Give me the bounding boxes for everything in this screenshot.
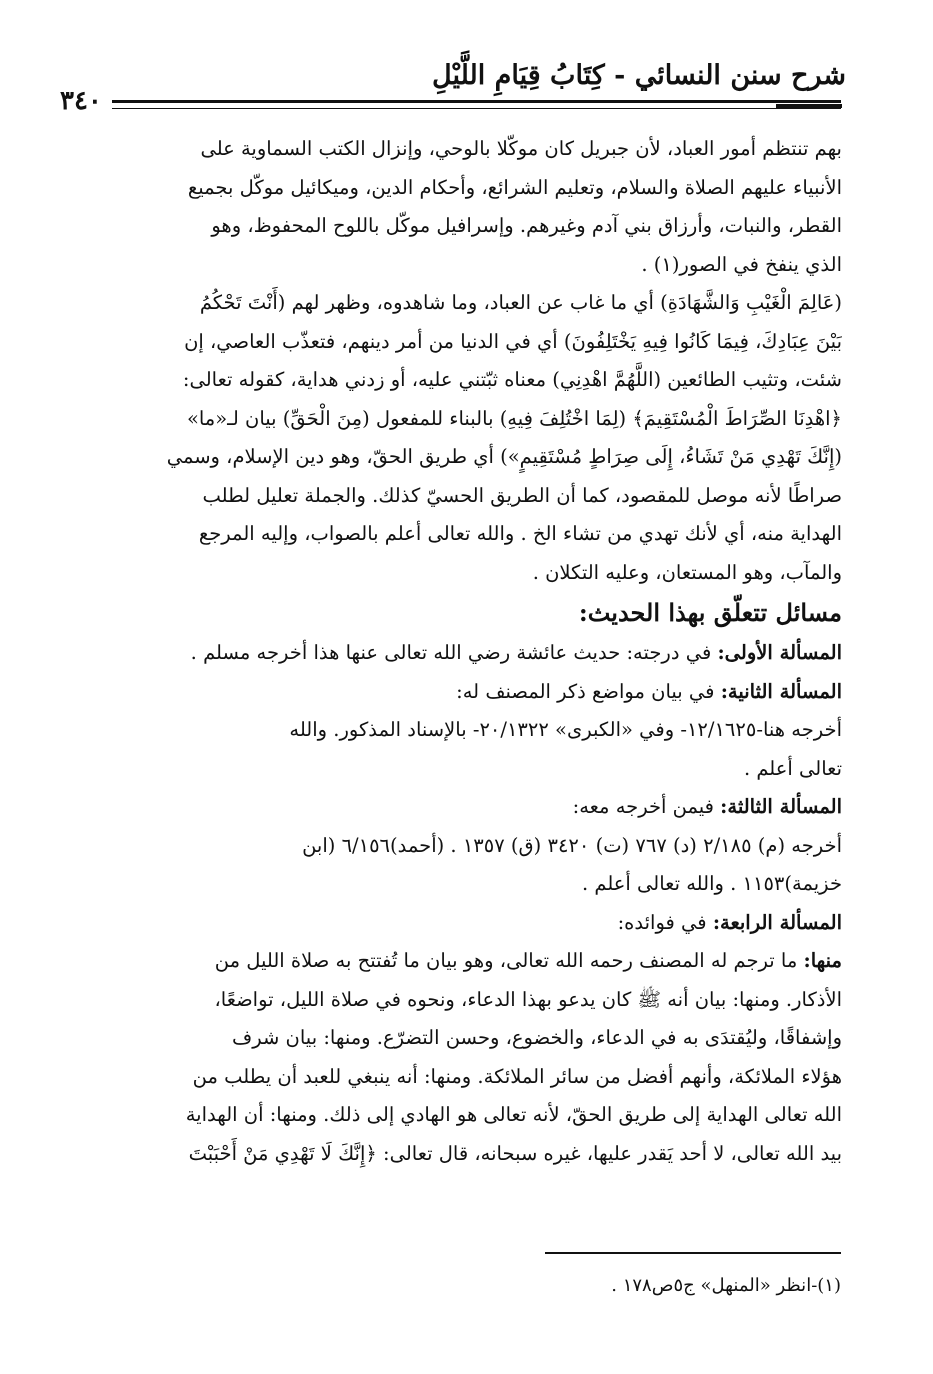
footnote-rule (545, 1252, 841, 1254)
running-title: شرح سنن النسائي - كِتَابُ قِيَامِ اللَّيْلِ (432, 60, 846, 91)
issue-1 (64, 634, 842, 673)
text-line: أخرجه هنا-١٢/١٦٢٥- وفي «الكبرى» ٢٠/١٣٢٢- بالإسناد المذكور. والله (289, 718, 842, 741)
text-line: والمآب، وهو المستعان، وعليه التكلان . (532, 560, 842, 584)
issue-label: المسألة الرابعة: (712, 910, 842, 934)
text-line: (عَالِمَ الْغَيْبِ وَالشَّهَادَةِ) أي ما غاب عن العباد، وما شاهدوه، وظهر لهم (أَنْتَ تَحْكُمُ (199, 291, 842, 314)
issue-3 (64, 788, 842, 827)
benefit-text: ما ترجم له المصنف رحمه الله تعالى، وهو بيان ما تُفتتح به صلاة الليل من (214, 949, 804, 972)
issue-text: في فوائده: (617, 910, 713, 934)
page-number: ٣٤٠ (60, 86, 102, 116)
page-number-rule (776, 104, 842, 108)
issue-text: في بيان مواضع ذكر المصنف له: (456, 679, 721, 703)
benefit-line (64, 942, 842, 981)
issue-text: فيمن أخرجه معه: (572, 795, 721, 818)
text-line: صراطًا لأنه موصل للمقصود، كما أن الطريق الحسيّ كذلك. والجملة تعليل لطلب (202, 483, 842, 507)
text-line: بَيْنَ عِبَادِكَ، فِيمَا كَانُوا فِيهِ يَخْتَلِفُونَ) أي في الدنيا من أمر دينهم، فتعذّب العاصي، إن (184, 329, 842, 353)
text-line: (إِنَّكَ تَهْدِي مَنْ تَشَاءُ، إِلَى صِرَاطٍ مُسْتَقِيمٍ») أي طريق الحقّ، وهو دين الإسلام، وسمي (166, 445, 842, 468)
issue-4 (64, 904, 842, 943)
text-line: الأنبياء عليهم الصلاة والسلام، وتعليم الشرائع، وأحكام الدين، وميكائيل موكّل بجميع (187, 175, 842, 199)
benefit-lead: منها: (803, 949, 842, 972)
issue-label: المسألة الأولى: (717, 641, 842, 664)
text-line: الذي ينفخ في الصور(١) . (641, 252, 842, 276)
issue-label: المسألة الثانية: (720, 679, 842, 703)
benefit-line: الله تعالى الهداية إلى طريق الحقّ، لأنه تعالى هو الهادي إلى ذلك. ومنها: أن الهداية (185, 1103, 842, 1126)
header-rule-thick (112, 100, 841, 103)
text-line: خزيمة)١١٥٣ . والله تعالى أعلم . (581, 872, 842, 895)
benefit-line: الأذكار. ومنها: بيان أنه ﷺ كان يدعو بهذا الدعاء، ونحوه في صلاة الليل، تواضعًا، (214, 987, 842, 1011)
text-line: شئت، وتثيب الطائعين (اللَّهُمَّ اهْدِنِي) معناه ثبّتني عليه، أو زدني هداية، كقوله تعالى: (182, 368, 842, 391)
text-line: أخرجه (م) ٢/١٨٥ (د) ٧٦٧ (ت) ٣٤٢٠ (ق) ١٣٥٧ . (أحمد)٦/١٥٦ (ابن (302, 833, 842, 857)
text-line: تعالى أعلم . (743, 756, 842, 780)
issue-text: في درجته: حديث عائشة رضي الله تعالى عنها هذا أخرجه مسلم . (190, 641, 718, 664)
header-rule-thin (112, 108, 841, 109)
issue-2 (64, 673, 842, 712)
benefit-line: وإشفاقًا، وليُقتدَى به في الدعاء، والخضوع، وحسن التضرّع. ومنها: بيان شرف (232, 1026, 842, 1049)
text-line: ﴿اهْدِنَا الصِّرَاطَ الْمُسْتَقِيمَ﴾ (لِمَا اخْتُلِفَ فِيهِ) بالبناء للمفعول (مِنَ الْحَقِّ) بيان لـ«ما» (186, 406, 842, 430)
footnote: (١)-انظر «المنهل» ج٥ص١٧٨ . (611, 1275, 841, 1296)
benefit-line: هؤلاء الملائكة، وأنهم أفضل من سائر الملائكة. ومنها: أنه ينبغي للعبد أن يطلب من (192, 1064, 842, 1088)
issue-label: المسألة الثالثة: (720, 795, 842, 818)
text-line: الهداية منه، أي لأنك تهدي من تشاء الخ . والله تعالى أعلم بالصواب، وإليه المرجع (198, 522, 842, 545)
section-heading: مسائل تتعلّق بهذا الحديث: (578, 598, 842, 627)
text-line: القطر، والنبات، وأرزاق بني آدم وغيرهم. وإسرافيل موكّل باللوح المحفوظ، وهو (211, 214, 842, 237)
main-text (64, 130, 842, 1173)
text-line: بهم تنتظم أمور العباد، لأن جبريل كان موكّلا بالوحي، وإنزال الكتب السماوية على (200, 137, 842, 160)
benefit-line: بيد الله تعالى، لا أحد يَقدر عليها، غيره سبحانه، قال تعالى: ﴿إِنَّكَ لَا تَهْدِي مَنْ أَحْبَبْتَ (188, 1141, 842, 1165)
